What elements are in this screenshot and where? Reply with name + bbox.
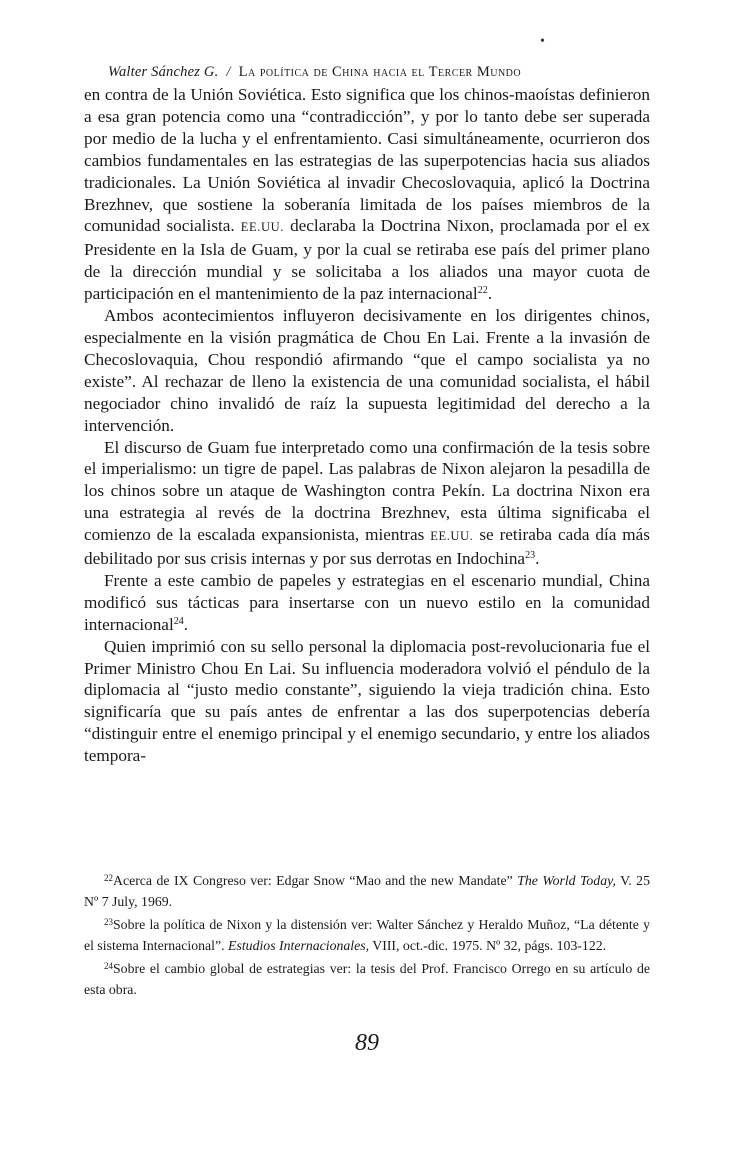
- running-head-separator: /: [226, 64, 231, 80]
- text-run: Acerca de IX Congreso ver: Edgar Snow “Mao and the new Mandate”: [113, 873, 518, 888]
- footnote: [84, 870, 650, 912]
- paragraph: [84, 305, 650, 436]
- text-run: en contra de la Unión Soviética. Esto significa que los chinos-maoístas definieron a esa gran potencia como una “contradicción”, y por lo tanto debe ser superada por medio de la lucha y el enfrentamiento. Casi simultáneamente, ocurrieron dos cambios fundamentales en las estrategias de las superpotencias hacia sus aliados tradicionales. La Unión Soviética al invadir Checoslovaquia, aplicó la Doctrina Brezhnev, que sostiene la soberanía limitada de los países miembros de la comunidad socialista.: [84, 85, 650, 236]
- text-run: Sobre la política de Nixon y la distensión ver: Walter Sánchez y Heraldo Muñoz, “La détente y el sistema Internacional”.: [84, 917, 650, 953]
- text-run: .: [535, 549, 540, 569]
- running-head-author: Walter Sánchez G.: [108, 64, 219, 80]
- body-text: [84, 84, 650, 767]
- text-run: .: [487, 284, 493, 304]
- footnote-ref: 23: [525, 550, 536, 562]
- paragraph: [84, 636, 650, 767]
- footnote-number: 22: [104, 873, 113, 883]
- abbreviation: EE.UU.: [430, 529, 474, 544]
- text-run: Ambos acontecimientos influyeron decisivamente en los dirigentes chinos, especialmente en la visión pragmática de Chou En Lai. Frente a la invasión de Checoslovaquia, Chou respondió afirmando “que el campo socialista ya no existe”. Al rechazar de lleno la existencia de una comunidad socialista, el hábil negociador chino invalidó de raíz la supuesta legitimidad del derecho a la intervención.: [84, 306, 650, 435]
- text-run: V. 25 Nº 7 July, 1969.: [84, 873, 650, 909]
- text-run: declaraba la Doctrina Nixon, proclamada por el ex Presidente en la Isla de Guam, y por la cual se retiraba ese país del primer plano de la dirección mundial y se solicitaba a los aliados una mayor cuota de participación en el mantenimiento de la paz internacional: [84, 216, 650, 304]
- paragraph: [84, 437, 650, 570]
- text-run: Sobre el cambio global de estrategias ver: la tesis del Prof. Francisco Orrego en su artículo de esta obra.: [84, 961, 650, 997]
- text-run: Quien imprimió con su sello personal la diplomacia post-revolucionaria fue el Primer Ministro Chou En Lai. Su influencia moderadora volvió el péndulo de la diplomacia al “justo medio constante”, siguiendo la vieja tradición china. Esto significaría que su país antes de enfrentar a las dos superpotencias debería “distinguir entre el enemigo principal y el enemigo secundario, y entre los aliados tempora-: [84, 636, 650, 766]
- text-run: se retiraba cada día más debilitado por sus crisis internas y por sus derrotas en Indochina: [84, 525, 650, 569]
- italic-title: The World Today,: [517, 873, 616, 888]
- paragraph: [84, 570, 650, 636]
- footnote-number: 24: [104, 961, 113, 971]
- paragraph: [84, 84, 650, 305]
- text-run: Frente a este cambio de papeles y estrategias en el escenario mundial, China modificó sus tácticas para insertarse con un nuevo estilo en la comunidad internacional: [84, 570, 650, 634]
- text-run: .: [183, 614, 189, 634]
- text-run: VIII, oct.-dic. 1975. Nº 32, págs. 103-122.: [369, 938, 607, 953]
- footnote-ref: 24: [173, 615, 184, 627]
- corner-mark: •: [540, 34, 545, 49]
- abbreviation: EE.UU.: [240, 220, 284, 235]
- footnote: [84, 914, 650, 956]
- italic-title: Estudios Internacionales,: [228, 938, 370, 953]
- footnotes: [84, 870, 650, 1002]
- footnote-ref: 22: [477, 285, 488, 297]
- footnote: [84, 958, 650, 1000]
- page-number: 89: [355, 1030, 379, 1056]
- running-head: [108, 64, 628, 81]
- text-run: El discurso de Guam fue interpretado como una confirmación de la tesis sobre el imperialismo: un tigre de papel. Las palabras de Nixon alejaron la pesadilla de los chinos sobre un ataque de Washington contra Pekín. La doctrina Nixon era una estrategia al revés de la doctrina Brezhnev, esta última significaba el comienzo de la escalada expansionista, mientras: [84, 437, 650, 545]
- running-head-title: La política de China hacia el Tercer Mundo: [238, 64, 522, 80]
- footnote-number: 23: [104, 917, 113, 927]
